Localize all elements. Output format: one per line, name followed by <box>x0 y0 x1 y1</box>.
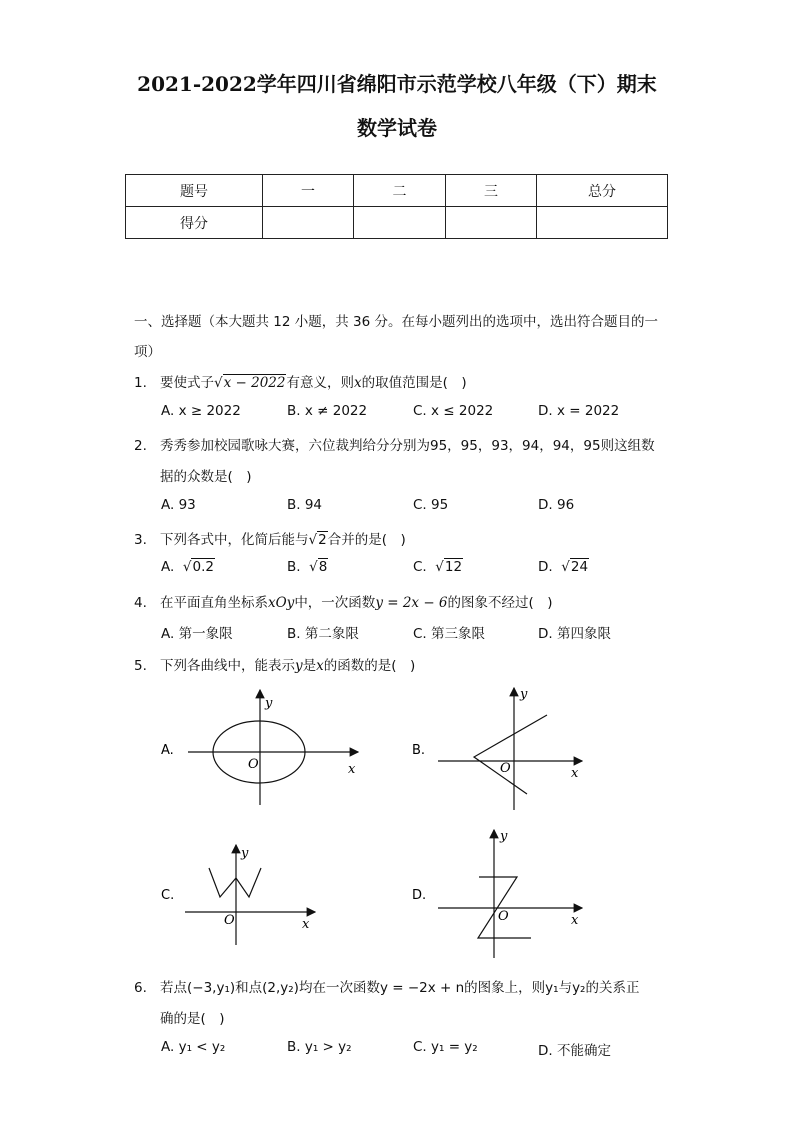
radicand: 12 <box>444 559 463 575</box>
question-number: 6. <box>134 980 147 996</box>
question-text: 在平面直角坐标系 <box>160 595 268 611</box>
axis-x-label: x <box>571 913 579 928</box>
math-var: x <box>353 375 362 391</box>
option-label: B. <box>287 559 301 575</box>
option-b[interactable]: B. √8 <box>287 559 328 575</box>
option-b[interactable]: B. x ≠ 2022 <box>287 403 368 419</box>
score-header-cell: 二 <box>354 175 446 207</box>
option-a[interactable]: A. y₁ < y₂ <box>161 1039 226 1055</box>
radicand: x − 2022 <box>223 375 286 391</box>
option-b[interactable]: B. 第二象限 <box>287 626 359 642</box>
question-number: 5. <box>134 658 147 674</box>
axis-y-label: y <box>265 696 273 711</box>
option-a[interactable]: A. √0.2 <box>161 559 214 575</box>
option-c[interactable]: C. 第三象限 <box>413 626 486 642</box>
graph-label: B. <box>412 743 426 758</box>
option-d[interactable]: D. x = 2022 <box>538 403 620 419</box>
score-header-cell: 三 <box>446 175 537 207</box>
origin-label: O <box>500 761 511 776</box>
option-c[interactable]: C. x ≤ 2022 <box>413 403 494 419</box>
math-expr: xOy <box>268 595 295 611</box>
radicand: 8 <box>318 559 328 575</box>
origin-label: O <box>224 913 235 928</box>
section-heading-line1: 一、选择题（本大题共 12 小题，共 36 分。在每小题列出的选项中，选出符合题目的一 <box>134 314 659 330</box>
radicand: 0.2 <box>192 559 214 575</box>
graph-label: C. <box>161 888 175 903</box>
origin-label: O <box>248 757 259 772</box>
axis-x-label: x <box>348 762 356 777</box>
question-text: 的函数的是( ) <box>323 658 416 674</box>
question-text: 合并的是( ) <box>327 532 406 548</box>
score-row-label: 得分 <box>126 207 263 239</box>
score-header-cell: 一 <box>263 175 354 207</box>
option-label: A. <box>161 559 175 575</box>
option-c[interactable]: C. 95 <box>413 497 449 513</box>
graph-c[interactable] <box>161 845 315 945</box>
question-number: 4. <box>134 595 147 611</box>
option-a[interactable]: A. 93 <box>161 497 196 513</box>
question-text: 若点(−3,y₁)和点(2,y₂)均在一次函数y = −2x + n的图象上，则y₁与y₂的关系正 <box>160 980 640 996</box>
question-number: 1. <box>134 375 147 391</box>
option-d[interactable]: D. 不能确定 <box>538 1043 611 1059</box>
question-text: 有意义，则 <box>286 375 354 391</box>
sqrt-sign: √ <box>214 375 223 391</box>
question-text: 中，一次函数 <box>294 595 376 611</box>
sideways-v-curve <box>474 715 547 794</box>
graph-b[interactable] <box>412 687 582 810</box>
question-number: 3. <box>134 532 147 548</box>
option-label: D. <box>538 559 553 575</box>
question-number: 2. <box>134 438 147 454</box>
question-text: 是 <box>302 658 317 674</box>
axis-x-label: x <box>302 917 310 932</box>
math-var: x <box>316 658 324 674</box>
option-d[interactable]: D. 第四象限 <box>538 626 611 642</box>
origin-label: O <box>498 909 509 924</box>
radicand: 2 <box>318 532 327 548</box>
radicand: 24 <box>570 559 589 575</box>
score-header-cell: 题号 <box>126 175 263 207</box>
exam-title-line2: 数学试卷 <box>357 116 437 140</box>
graph-label: D. <box>412 888 427 903</box>
question-6 <box>134 976 639 996</box>
option-b[interactable]: B. y₁ > y₂ <box>287 1039 352 1055</box>
section-heading-line2: 项） <box>134 344 161 360</box>
question-text: 秀秀参加校园歌咏大赛，六位裁判给分分别为95，95，93，94，94，95则这组数 <box>160 438 655 454</box>
question-2-line2: 据的众数是( ) <box>160 469 252 485</box>
w-curve <box>209 868 261 897</box>
question-text: 的图象不经过( ) <box>447 595 553 611</box>
graph-d[interactable] <box>412 829 582 958</box>
question-6-line2: 确的是( ) <box>160 1011 225 1027</box>
math-expr: y = 2x − 6 <box>375 595 448 611</box>
question-text: 下列各曲线中，能表示 <box>160 658 295 674</box>
axis-y-label: y <box>500 829 508 844</box>
option-a[interactable]: A. 第一象限 <box>161 626 233 642</box>
axis-x-label: x <box>571 766 579 781</box>
option-c[interactable]: C. y₁ = y₂ <box>413 1039 478 1055</box>
option-c[interactable]: C. √12 <box>413 559 463 575</box>
axis-y-label: y <box>520 687 528 702</box>
graph-label: A. <box>161 743 174 758</box>
graph-a[interactable] <box>161 690 358 805</box>
score-header-cell: 总分 <box>537 175 668 207</box>
question-text: 的取值范围是( ) <box>361 375 467 391</box>
option-a[interactable]: A. x ≥ 2022 <box>161 403 241 419</box>
exam-title-line1: 2021-2022学年四川省绵阳市示范学校八年级（下）期末 <box>137 72 657 96</box>
option-d[interactable]: D. √24 <box>538 559 589 575</box>
option-d[interactable]: D. 96 <box>538 497 575 513</box>
question-text: 要使式子 <box>160 375 214 391</box>
question-text: 下列各式中，化简后能与 <box>160 532 309 548</box>
option-b[interactable]: B. 94 <box>287 497 323 513</box>
option-label: C. <box>413 559 427 575</box>
math-var: y <box>295 658 303 674</box>
sqrt-sign: √ <box>308 532 318 548</box>
axis-y-label: y <box>241 846 249 861</box>
